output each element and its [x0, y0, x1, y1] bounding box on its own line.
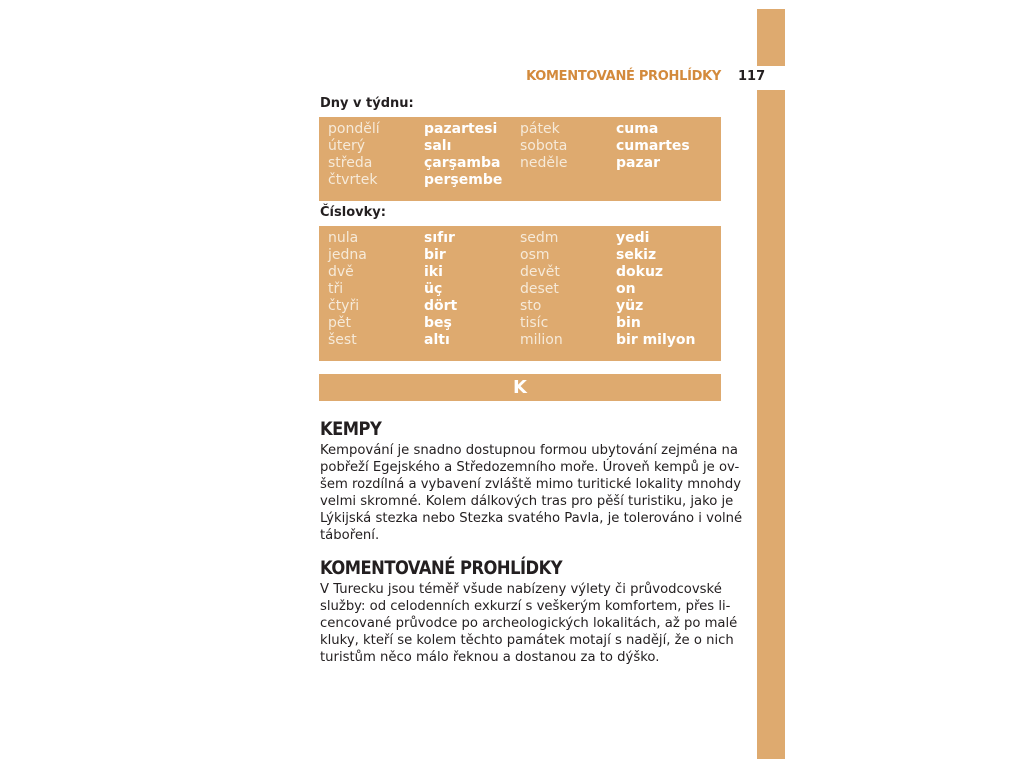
czech-word: dvě: [328, 264, 354, 280]
table-row: [319, 230, 721, 247]
czech-word: milion: [520, 332, 563, 348]
table-row: [319, 332, 721, 349]
section-heading-prohlidky: KOMENTOVANÉ PROHLÍDKY: [320, 557, 563, 579]
turkish-word: on: [616, 281, 636, 297]
turkish-word: bin: [616, 315, 641, 331]
czech-word: neděle: [520, 155, 568, 171]
turkish-word: dört: [424, 298, 458, 314]
czech-word: devět: [520, 264, 560, 280]
czech-word: osm: [520, 247, 550, 263]
czech-word: pátek: [520, 121, 560, 137]
table-row: [319, 315, 721, 332]
turkish-word: salı: [424, 138, 452, 154]
running-head: [320, 69, 721, 89]
czech-word: pět: [328, 315, 351, 331]
text-line: táboření.: [320, 528, 380, 543]
turkish-word: bir: [424, 247, 446, 263]
czech-word: středa: [328, 155, 373, 171]
text-line: Lýkijská stezka nebo Stezka svatého Pavla, je tolerováno i volné: [320, 511, 743, 526]
numbers-label: Číslovky:: [320, 205, 386, 220]
letter-bar: K: [319, 374, 721, 401]
paragraph-kempy: [320, 442, 743, 544]
czech-word: čtvrtek: [328, 172, 378, 188]
table-row: [319, 247, 721, 264]
table-row: [319, 121, 721, 138]
turkish-word: perşembe: [424, 172, 503, 188]
turkish-word: altı: [424, 332, 450, 348]
turkish-word: pazar: [616, 155, 660, 171]
turkish-word: yüz: [616, 298, 644, 314]
side-tab-top: [757, 9, 785, 66]
czech-word: čtyři: [328, 298, 360, 314]
text-line: pobřeží Egejského a Středozemního moře. Úroveň kempů je ov-: [320, 460, 740, 475]
turkish-word: cuma: [616, 121, 659, 137]
turkish-word: çarşamba: [424, 155, 501, 171]
czech-word: deset: [520, 281, 559, 297]
turkish-word: üç: [424, 281, 443, 297]
text-line: šem rozdílná a vybavení zvláště mimo turitické lokality mnohdy: [320, 477, 742, 492]
text-line: velmi skromné. Kolem dálkových tras pro pěší turistiku, jako je: [320, 494, 734, 509]
text-line: služby: od celodenních exkurzí s veškerým komfortem, přes li-: [320, 599, 731, 614]
section-heading-kempy: KEMPY: [320, 418, 382, 440]
text-line: V Turecku jsou téměř všude nabízeny výlety či průvodcovské: [320, 582, 722, 597]
czech-word: tisíc: [520, 315, 549, 331]
table-row: [319, 155, 721, 172]
czech-word: pondělí: [328, 121, 380, 137]
table-row: [319, 172, 721, 189]
text-line: Kempování je snadno dostupnou formou ubytování zejména na: [320, 443, 738, 458]
table-row: [319, 281, 721, 298]
czech-word: jedna: [328, 247, 367, 263]
czech-word: sedm: [520, 230, 559, 246]
turkish-word: beş: [424, 315, 452, 331]
turkish-word: yedi: [616, 230, 650, 246]
days-label: Dny v týdnu:: [320, 96, 414, 111]
text-line: kluky, kteří se kolem těchto památek motají s nadějí, že o nich: [320, 633, 734, 648]
turkish-word: cumartes: [616, 138, 690, 154]
side-tab-bottom: [757, 90, 785, 759]
czech-word: nula: [328, 230, 359, 246]
text-line: turistům něco málo řeknou a dostanou za to dýško.: [320, 650, 660, 665]
turkish-word: sıfır: [424, 230, 455, 246]
table-row: [319, 264, 721, 281]
running-title: KOMENTOVANÉ PROHLÍDKY: [526, 69, 721, 84]
czech-word: úterý: [328, 138, 366, 154]
table-row: [319, 298, 721, 315]
czech-word: šest: [328, 332, 357, 348]
turkish-word: pazartesi: [424, 121, 498, 137]
table-row: [319, 138, 721, 155]
turkish-word: iki: [424, 264, 443, 280]
page-number: 117: [738, 69, 766, 84]
czech-word: sobota: [520, 138, 568, 154]
turkish-word: sekiz: [616, 247, 657, 263]
days-table: [319, 117, 721, 201]
paragraph-prohlidky: [320, 581, 738, 666]
turkish-word: dokuz: [616, 264, 664, 280]
turkish-word: bir milyon: [616, 332, 696, 348]
czech-word: tři: [328, 281, 344, 297]
numbers-table: [319, 226, 721, 361]
czech-word: sto: [520, 298, 542, 314]
text-line: cencované průvodce po archeologických lokalitách, až po malé: [320, 616, 738, 631]
